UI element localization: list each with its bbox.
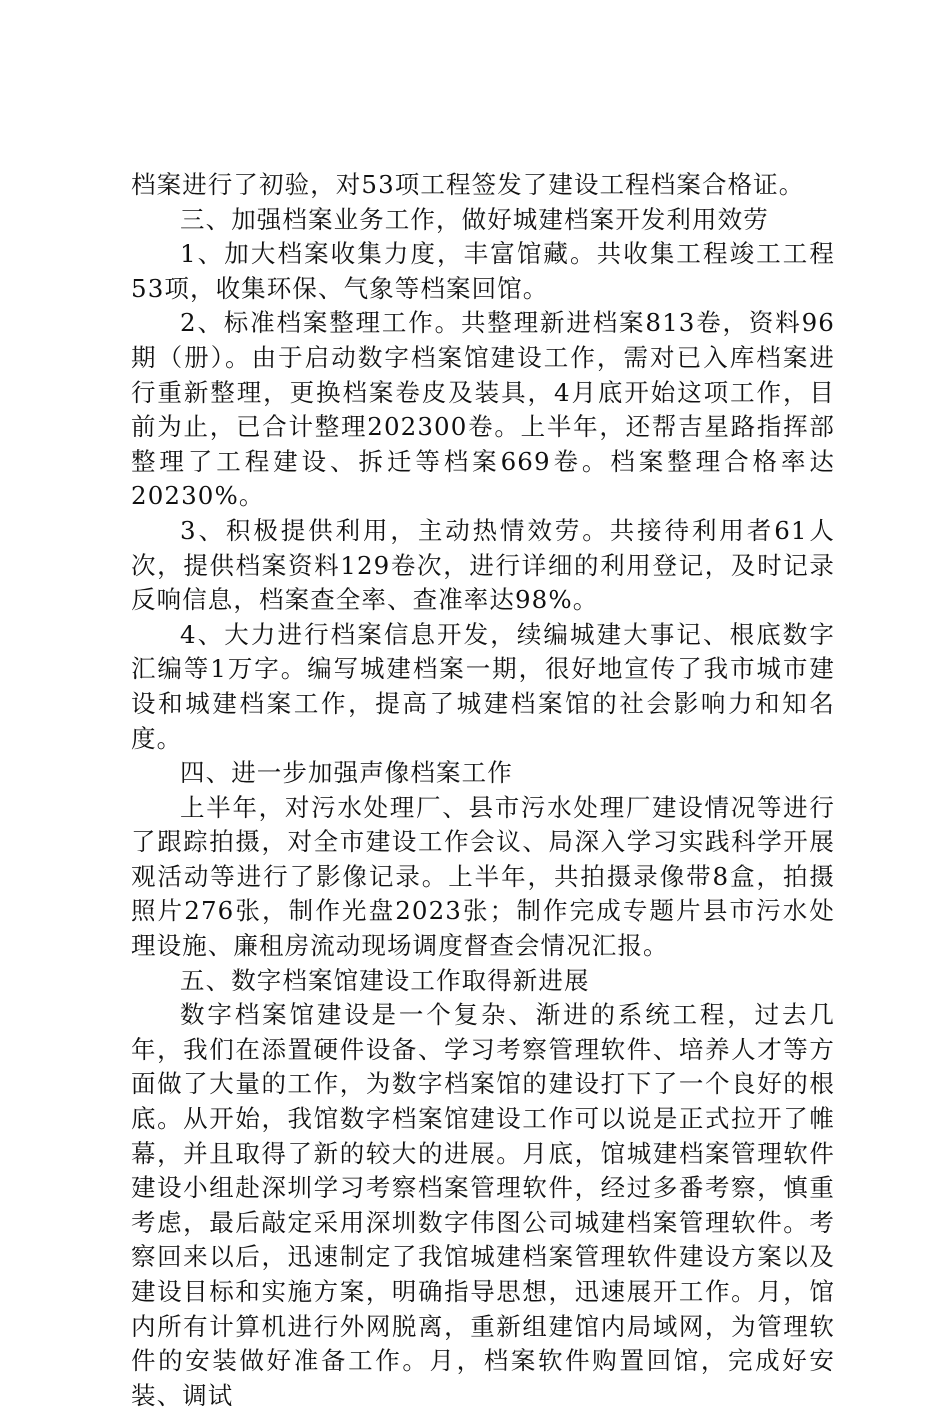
paragraph-information-development: 4、大力进行档案信息开发，续编城建大事记、根底数字汇编等1万字。编写城建档案一期，很好地宣传了我市城市建设和城建档案工作，提高了城建档案馆的社会影响力和知名度。: [131, 619, 835, 753]
paragraph-collection: 1、加大档案收集力度，丰富馆藏。共收集工程竣工工程53项，收集环保、气象等档案回馆。: [131, 239, 835, 303]
document-body: [131, 168, 835, 1413]
paragraph-1: 档案进行了初验，对53项工程签发了建设工程档案合格证。: [131, 170, 805, 199]
paragraph-utilization: 3、积极提供利用，主动热情效劳。共接待利用者61人次，提供档案资料129卷次，进行详细的利用登记，及时记录反响信息，档案查全率、查准率达98%。: [131, 515, 835, 615]
paragraph-digital-archive: 数字档案馆建设是一个复杂、渐进的系统工程，过去几年，我们在添置硬件设备、学习考察管理软件、培养人才等方面做了大量的工作，为数字档案馆的建设打下了一个良好的根底。从开始，我馆数字档案馆建设工作可以说是正式拉开了帷幕，并且取得了新的较大的进展。月底，馆城建档案管理软件建设小组赴深圳学习考察档案管理软件，经过多番考察，慎重考虑，最后敲定采用深圳数字伟图公司城建档案管理软件。考察回来以后，迅速制定了我馆城建档案管理软件建设方案以及建设目标和实施方案，明确指导思想，迅速展开工作。月，馆内所有计算机进行外网脱离，重新组建馆内局域网，为管理软件的安装做好准备工作。月，档案软件购置回馆，完成好安装、调试: [131, 1000, 835, 1410]
section-heading-5: 五、数字档案馆建设工作取得新进展: [180, 965, 590, 995]
paragraph-organization: 2、标准档案整理工作。共整理新进档案813卷，资料96期（册）。由于启动数字档案馆建设工作，需对已入库档案进行重新整理，更换档案卷皮及装具，4月底开始这项工作，目前为止，已合计整理202300卷。上半年，还帮吉星路指挥部整理了工程建设、拆迁等档案669卷。档案整理合格率达20230%。: [131, 308, 835, 511]
section-heading-4: 四、进一步加强声像档案工作: [180, 758, 513, 788]
paragraph-audiovisual: 上半年，对污水处理厂、县市污水处理厂建设情况等进行了跟踪拍摄，对全市建设工作会议、局深入学习实践科学开展观活动等进行了影像记录。上半年，共拍摄录像带8盒，拍摄照片276张，制作光盘2023张；制作完成专题片县市污水处理设施、廉租房流动现场调度督查会情况汇报。: [131, 792, 835, 961]
section-heading-3: 三、加强档案业务工作，做好城建档案开发利用效劳: [180, 204, 769, 234]
